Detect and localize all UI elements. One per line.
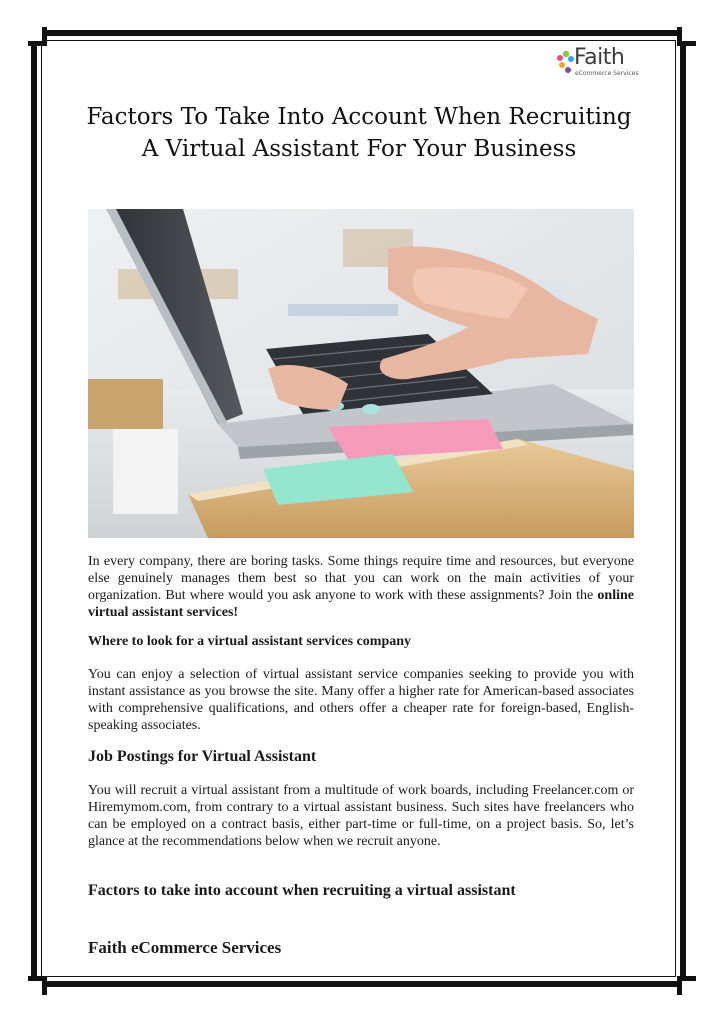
online-va-services-link[interactable]: online virtual assistant services! [88,588,634,620]
hero-image [88,209,634,538]
page-title: Factors To Take Into Account When Recruiting A Virtual Assistant For Your Business [86,104,632,162]
laptop-typing-photo-icon [88,209,634,538]
frame-corner [28,27,47,46]
logo-name: Faith [574,45,625,70]
brand-logo [556,45,639,81]
section-paragraph-where-to-look: You can enjoy a selection of virtual assistant service companies seeking to provide you with instant assistance as you browse the site. Many offer a higher rate for American-based associates with comprehensive qualifications, and others offer a cheaper rate for foreign-based, English-speaking associates. [88,667,634,733]
footer-company-name: Faith eCommerce Services [88,938,282,957]
logo-mark-icon [556,49,576,77]
frame-corner [677,976,696,995]
section-paragraph-job-postings: You will recruit a virtual assistant from a multitude of work boards, including Freelancer.com or Hiremymom.com, from contrary to a virtual assistant business. Such sites have freelancers who can be employed on a contract basis, either part-time or full-time, on a project basis. So, let’s glance at the recommendations below when we recruit anyone. [88,783,634,849]
section-heading-job-postings: Job Postings for Virtual Assistant [88,748,317,765]
section-heading-factors: Factors to take into account when recruiting a virtual assistant [88,882,516,899]
logo-tagline: eCommerce Services [575,70,639,77]
intro-text: In every company, there are boring tasks. Some things require time and resources, but everyone else genuinely manages them best so that you can work on the main activities of your organization. But where would you ask anyone to work with these assignments? Join the [88,554,634,603]
intro-paragraph [88,553,634,621]
frame-corner [28,976,47,995]
section-heading-where-to-look: Where to look for a virtual assistant services company [88,634,412,649]
frame-corner [677,27,696,46]
